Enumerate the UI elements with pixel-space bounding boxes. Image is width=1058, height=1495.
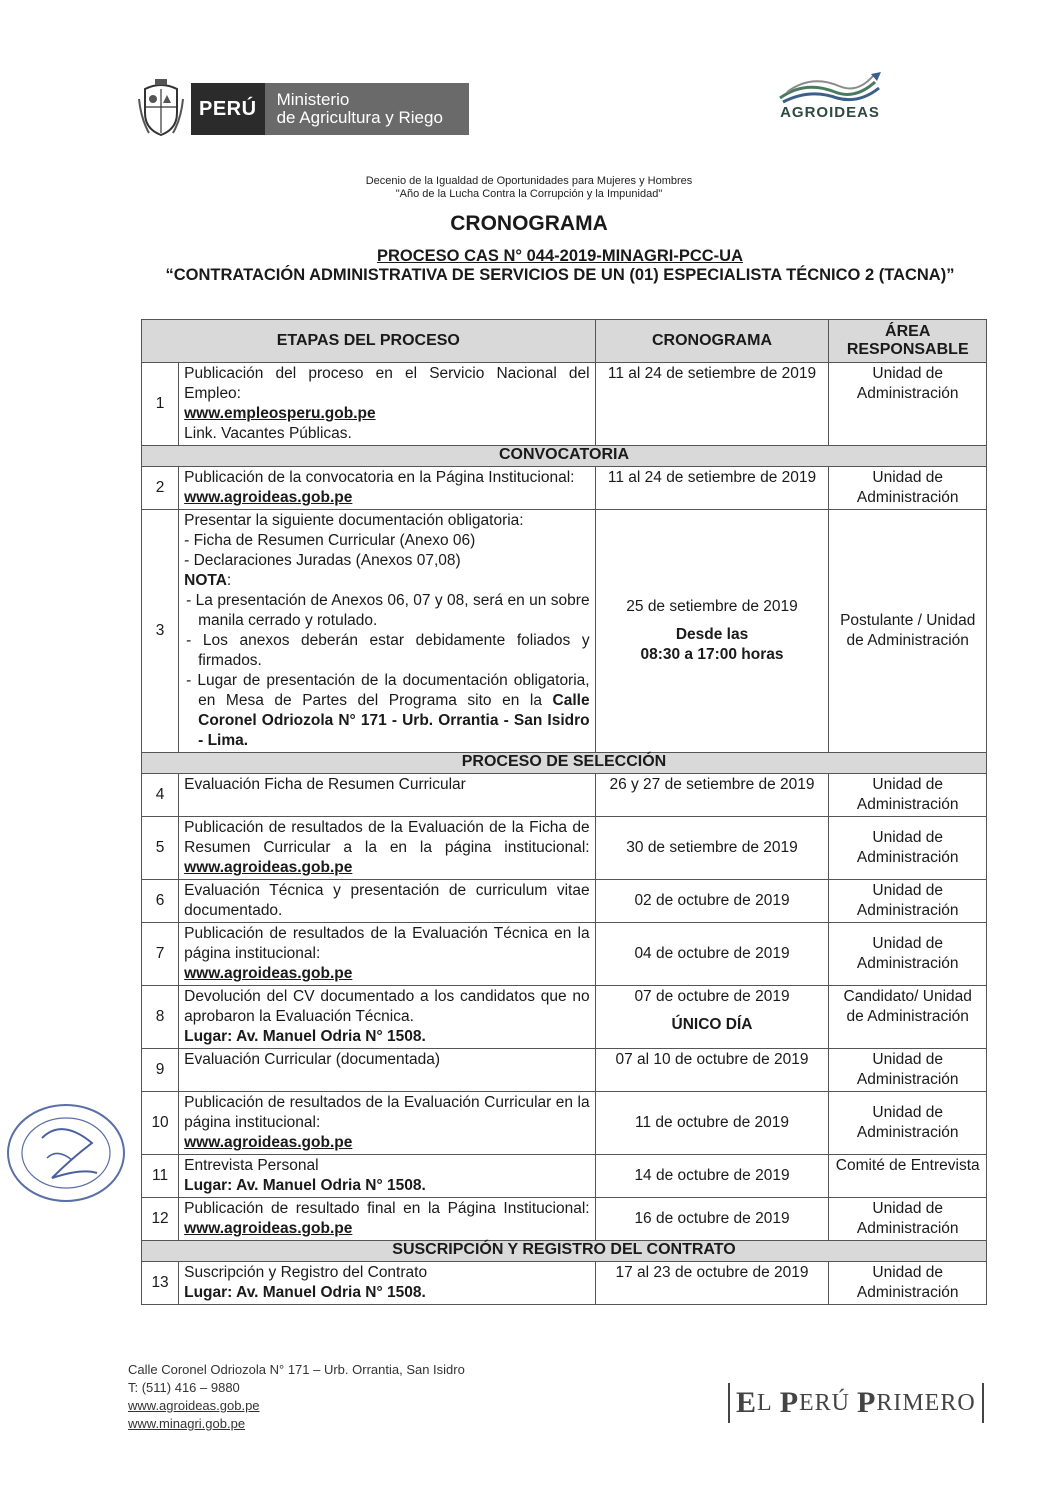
ministry-line2: de Agricultura y Riego [276,108,443,127]
row-number: 7 [142,923,179,986]
slogan-text: ERÚ [799,1389,851,1416]
stage-text: Suscripción y Registro del Contrato [184,1264,428,1281]
row-area: Candidato/ Unidad de Administración [829,986,987,1049]
date-text: 07 de octubre de 2019 [634,988,790,1005]
row-number: 4 [142,774,179,817]
row-stage: Evaluación Técnica y presentación de curriculum vitae documentado. [179,880,595,923]
slogan-letter: E [736,1386,758,1419]
header-schedule: CRONOGRAMA [595,320,829,363]
stage-place: Lugar: Av. Manuel Odria N° 1508. [184,1028,426,1045]
stage-link[interactable]: www.agroideas.gob.pe [184,965,353,982]
row-date: 11 al 24 de setiembre de 2019 [595,363,829,446]
table-row [142,880,987,923]
header-stages: ETAPAS DEL PROCESO [142,320,596,363]
header-area: ÁREA RESPONSABLE [829,320,987,363]
table-row [142,510,987,753]
row-stage: Evaluación Curricular (documentada) [179,1049,595,1092]
stage-place: Lugar: Av. Manuel Odria N° 1508. [184,1284,426,1301]
page-subtitle [150,247,970,285]
process-description: “CONTRATACIÓN ADMINISTRATIVA DE SERVICIOS DE UN (01) ESPECIALISTA TÉCNICO 2 (TACNA)” [165,266,955,284]
row-date: 02 de octubre de 2019 [595,880,829,923]
row-date: 14 de octubre de 2019 [595,1155,829,1198]
stage-extra: Link. Vacantes Públicas. [184,425,352,442]
row-number: 10 [142,1092,179,1155]
row-number: 11 [142,1155,179,1198]
slogan-letter: P [779,1386,800,1419]
row-number: 8 [142,986,179,1049]
row-date: 17 al 23 de octubre de 2019 [595,1262,829,1305]
slogan-logo [728,1383,984,1423]
agroideas-subtext [770,121,890,127]
row-date: 30 de setiembre de 2019 [595,817,829,880]
row-stage [179,986,595,1049]
stage-link[interactable]: www.agroideas.gob.pe [184,1134,353,1151]
stage-link[interactable]: www.empleosperu.gob.pe [184,405,376,422]
stage-note: - Los anexos deberán estar debidamente foliados y firmados. [186,632,590,669]
row-stage [179,1198,595,1241]
row-date: 11 al 24 de setiembre de 2019 [595,467,829,510]
ministry-name [265,83,469,135]
stage-link[interactable]: www.agroideas.gob.pe [184,859,353,876]
stage-text: Publicación del proceso en el Servicio Nacional del Empleo: [184,365,590,402]
table-row [142,467,987,510]
row-date: 26 y 27 de setiembre de 2019 [595,774,829,817]
row-area: Comité de Entrevista [829,1155,987,1198]
section-suscripcion: SUSCRIPCIÓN Y REGISTRO DEL CONTRATO [142,1241,987,1262]
row-number: 2 [142,467,179,510]
section-seleccion: PROCESO DE SELECCIÓN [142,753,987,774]
row-area: Unidad de Administración [829,1092,987,1155]
row-number: 6 [142,880,179,923]
row-stage [179,817,595,880]
row-stage [179,363,595,446]
stage-note [184,671,589,751]
stage-link[interactable]: www.agroideas.gob.pe [184,1220,353,1237]
row-stage: Evaluación Ficha de Resumen Curricular [179,774,595,817]
stage-item: - Ficha de Resumen Curricular (Anexo 06) [184,532,476,549]
official-stamp [2,1098,130,1208]
footer-web-minagri[interactable]: www.minagri.gob.pe [128,1416,246,1431]
table-row [142,817,987,880]
peru-label: PERÚ [191,83,265,135]
footer-web-agroideas[interactable]: www.agroideas.gob.pe [128,1398,260,1413]
stage-text: Devolución del CV documentado a los candidatos que no aprobaron la Evaluación Técnica. [184,988,590,1025]
stage-text: Publicación de la convocatoria en la Página Institucional: [184,469,575,486]
row-number: 12 [142,1198,179,1241]
row-area: Unidad de Administración [829,467,987,510]
row-area: Unidad de Administración [829,363,987,446]
stage-link[interactable]: www.agroideas.gob.pe [184,489,353,506]
row-area: Postulante / Unidad de Administración [829,510,987,753]
ministry-line1: Ministerio [276,90,350,109]
row-number: 3 [142,510,179,753]
row-date: 04 de octubre de 2019 [595,923,829,986]
note-address: Calle Coronel Odriozola N° 171 - Urb. Orrantia - San Isidro - Lima. [198,692,590,749]
note-text: - Lugar de presentación de la documentación obligatoria, en Mesa de Partes del Programa sito en la [186,672,590,709]
section-row [142,1241,987,1262]
date-extra: ÚNICO DÍA [671,1016,753,1033]
stage-text: Publicación de resultados de la Evaluación de la Ficha de Resumen Curricular a la en la página institucional: [184,819,590,856]
row-stage [179,1092,595,1155]
page-header [0,0,1058,170]
date-extra: Desde las [675,626,749,643]
decenio-text [0,175,1058,201]
slogan-text: RIMERO [876,1389,976,1416]
row-stage [179,1262,595,1305]
row-area: Unidad de Administración [829,774,987,817]
row-date: 11 de octubre de 2019 [595,1092,829,1155]
table-header-row [142,320,987,363]
coat-of-arms-icon [137,79,185,139]
decenio-line1: Decenio de la Igualdad de Oportunidades para Mujeres y Hombres [365,175,693,187]
page-title: CRONOGRAMA [450,212,608,235]
row-stage [179,467,595,510]
agroideas-logo [770,70,890,146]
row-area: Unidad de Administración [829,817,987,880]
stage-intro: Presentar la siguiente documentación obligatoria: [184,512,524,529]
stage-note: - La presentación de Anexos 06, 07 y 08, será en un sobre manila cerrado y rotulado. [186,592,590,629]
row-area: Unidad de Administración [829,1049,987,1092]
section-row [142,446,987,467]
footer-phone: T: (511) 416 – 9880 [128,1380,240,1395]
agroideas-text: AGROIDEAS [780,104,880,121]
footer-address: Calle Coronel Odriozola N° 171 – Urb. Orrantia, San Isidro [128,1362,465,1377]
slogan-text: L [757,1389,773,1416]
row-area: Unidad de Administración [829,880,987,923]
row-number: 13 [142,1262,179,1305]
row-date: 07 al 10 de octubre de 2019 [595,1049,829,1092]
table-row [142,986,987,1049]
table-row [142,923,987,986]
row-date [595,510,829,753]
table-row [142,1155,987,1198]
table-row [142,774,987,817]
agroideas-swoosh-icon [775,70,885,106]
table-row [142,1262,987,1305]
stage-text: Publicación de resultados de la Evaluación Curricular en la página institucional: [184,1094,590,1131]
stage-item: - Declaraciones Juradas (Anexos 07,08) [184,552,461,569]
date-text: 25 de setiembre de 2019 [626,598,798,615]
section-row [142,753,987,774]
stage-nota: NOTA: [184,572,232,589]
stage-text: Publicación de resultado final en la Página Institucional: [184,1200,590,1217]
table-row [142,1092,987,1155]
nota-label: NOTA [184,572,227,589]
stage-place: Lugar: Av. Manuel Odria N° 1508. [184,1177,426,1194]
ministry-logo [137,76,469,142]
page-footer [128,1361,465,1433]
decenio-line2: "Año de la Lucha Contra la Corrupción y la Impunidad" [395,188,663,200]
stage-text: Publicación de resultados de la Evaluación Técnica en la página institucional: [184,925,590,962]
row-number: 9 [142,1049,179,1092]
row-area: Unidad de Administración [829,1198,987,1241]
process-number: PROCESO CAS N° 044-2019-MINAGRI-PCC-UA [377,247,743,265]
row-area: Unidad de Administración [829,923,987,986]
stage-text: Entrevista Personal [184,1157,319,1174]
row-date: 16 de octubre de 2019 [595,1198,829,1241]
table-row [142,1198,987,1241]
row-stage [179,510,595,753]
row-stage [179,923,595,986]
section-convocatoria: CONVOCATORIA [142,446,987,467]
table-row [142,1049,987,1092]
row-number: 1 [142,363,179,446]
date-hours: 08:30 a 17:00 horas [640,646,784,663]
row-number: 5 [142,817,179,880]
table-row [142,363,987,446]
row-area: Unidad de Administración [829,1262,987,1305]
row-stage [179,1155,595,1198]
row-date [595,986,829,1049]
slogan-letter: P [857,1386,877,1419]
schedule-table [141,319,987,1305]
